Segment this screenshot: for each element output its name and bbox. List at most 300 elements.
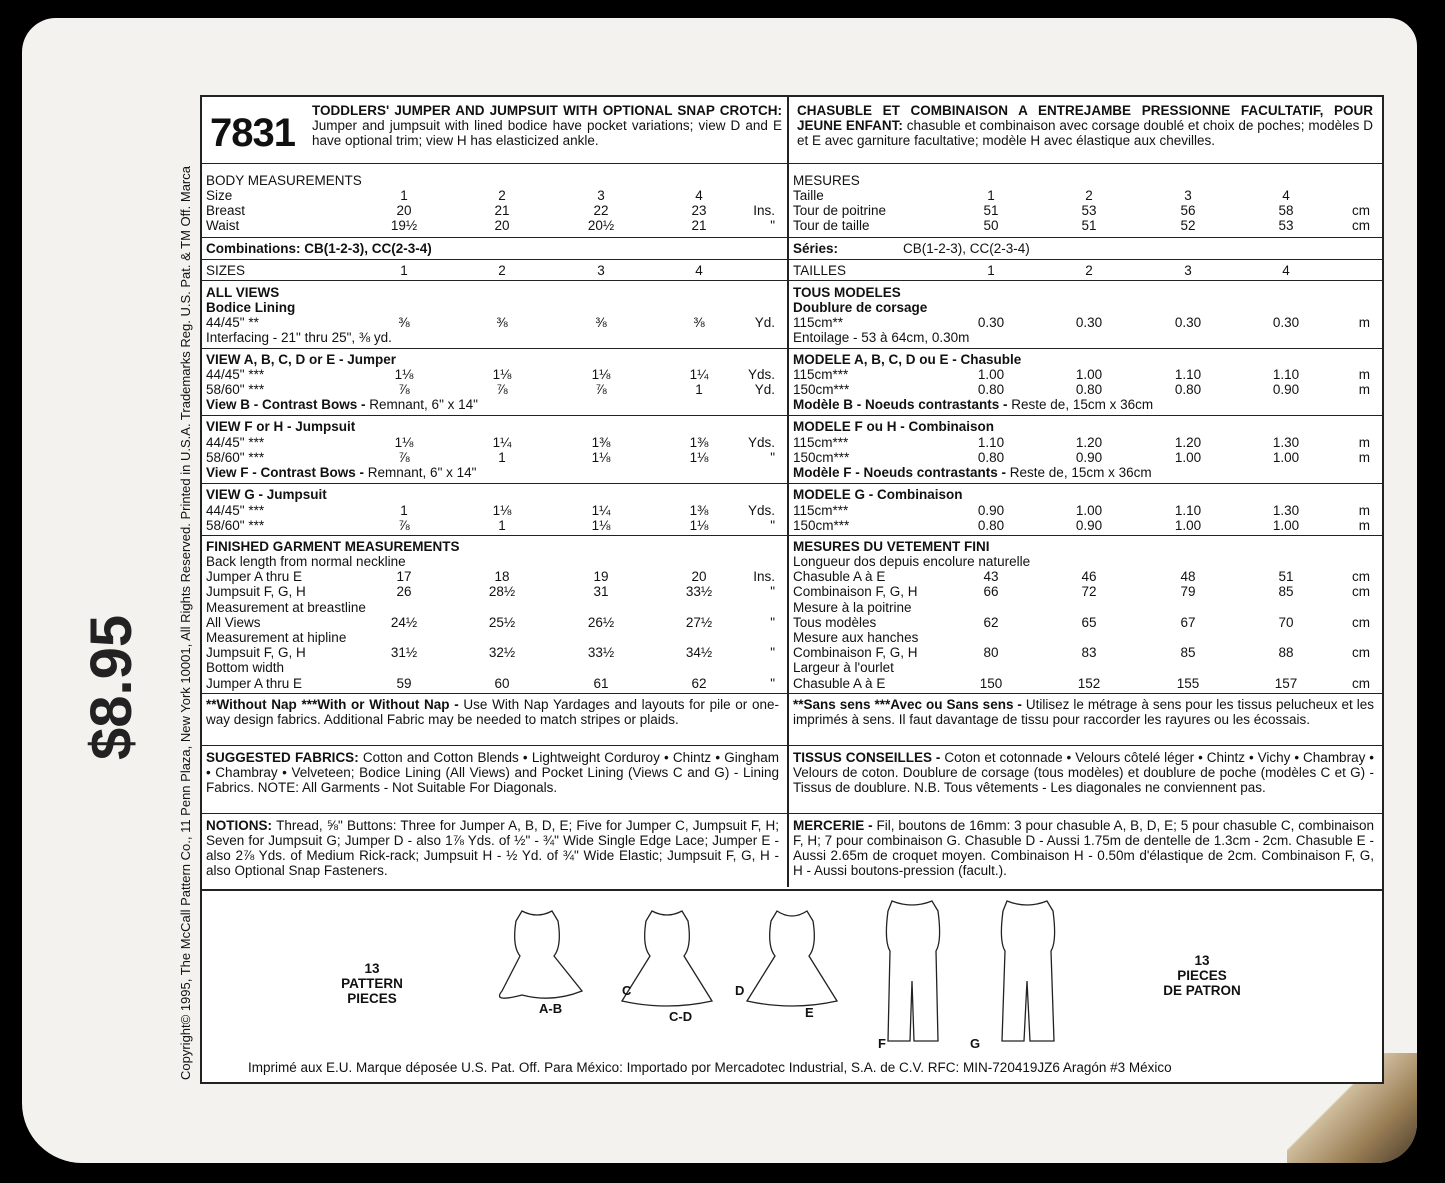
pattern-pieces-fr: 13 PIECES DE PATRON — [1163, 953, 1241, 998]
bold-part: Modèle B - Noeuds contrastants - — [793, 397, 1012, 412]
divider — [789, 813, 1382, 814]
row-value: 2 — [498, 188, 506, 203]
row-label: 58/60" *** — [206, 382, 265, 397]
row-value: 1¼ — [492, 435, 512, 450]
row-unit: Yds. — [747, 435, 775, 450]
row-value: 4 — [695, 188, 703, 203]
view-g-heading: VIEW G - Jumpsuit — [206, 487, 327, 502]
row-unit: m — [1358, 435, 1370, 450]
view-label-ab: A-B — [539, 1001, 563, 1016]
table-row — [206, 554, 783, 569]
pattern-pieces-en: 13 PATTERN PIECES — [341, 961, 403, 1006]
suggested-fabrics — [206, 750, 779, 795]
notions — [793, 818, 1374, 878]
divider — [202, 535, 787, 536]
row-value: 59 — [396, 675, 412, 691]
row-label: Jumper A thru E — [206, 569, 303, 585]
footer-text: Imprimé aux E.U. Marque déposée U.S. Pat. Off. Para México: Importado por Mercadotec Industrial, S.A. de C.V. RFC: MIN-720419JZ6 Aragón #3 México — [248, 1060, 1172, 1075]
table-row — [206, 382, 783, 397]
french-column — [789, 97, 1382, 887]
row-value: 1 — [400, 503, 408, 518]
view-label-e: E — [805, 1005, 814, 1020]
row-value: 1¼ — [689, 367, 709, 382]
row-value: 58 — [1278, 203, 1294, 218]
row-unit: Ins. — [753, 569, 775, 585]
price-text: $8.95 — [79, 614, 144, 760]
row-value: 51 — [1081, 218, 1097, 233]
row-value: 1⅛ — [492, 503, 512, 518]
row-value: 1.10 — [1174, 367, 1202, 382]
row-value: 3 — [597, 188, 605, 203]
combos-value: CB(1-2-3), CC(2-3-4) — [903, 241, 1030, 256]
divider — [202, 163, 787, 164]
table-row — [793, 554, 1378, 569]
view-a-heading: MODELE A, B, C, D ou E - Chasuble — [793, 352, 1022, 367]
row-value: 1⅛ — [394, 367, 414, 382]
table-row — [793, 188, 1378, 203]
table-row — [206, 584, 783, 599]
row-value: ⅜ — [496, 315, 508, 330]
table-row — [206, 676, 783, 691]
row-value: 62 — [691, 675, 707, 691]
table-row — [206, 615, 783, 630]
divider — [202, 237, 787, 238]
bold-part: View F - Contrast Bows - — [206, 465, 368, 480]
row-label: 44/45" *** — [206, 435, 265, 450]
bodice-lining-heading: Bodice Lining — [206, 300, 296, 315]
row-value: ⅞ — [398, 450, 410, 465]
side-copyright: Copyright© 1995, The McCall Pattern Co., 11 Penn Plaza, New York 10001, All Rights Reserved. Printed in U.S.A. Trademarks Reg. U.S. Pat. & TM Off. Marca — [178, 166, 193, 1080]
english-column — [202, 97, 789, 887]
row-value: 0.30 — [1075, 315, 1103, 330]
text-part: Coton et cotonnade • Velours côtelé léger • Chintz • Vichy • Chambray • Velours de coton. Doublure de corsage (tous modèles) et doublure de poche (modèles C et G) - Tissus de doublure. N.B. Tous vêtements - Les diagonales ne conviennent pas. — [793, 750, 1374, 795]
view-label-g: G — [970, 1036, 981, 1051]
table-row — [793, 645, 1378, 660]
row-value: 1 — [498, 450, 506, 465]
row-value: 80 — [983, 645, 999, 661]
row-unit: cm — [1352, 569, 1370, 585]
text-part: Thread, ⅝" Buttons: Three for Jumper A, B, D, E; Five for Jumper C, Jumpsuit F, H; Seven for Jumpsuit G; Jumper D - also 1⅞ Yds. of ½" - ¾" Wide Single Edge Lace; Jumper E - also 2⅞ Yds. of Medium Rick-rack; Jumpsuit H - ½ Yd. of ¾" Wide Elastic; Jumpsuit F, G, H - also Optional Snap Fasteners. — [206, 818, 779, 878]
row-value: 72 — [1081, 584, 1097, 600]
jumper-ab-sketch — [500, 911, 583, 998]
row-value: 24½ — [390, 614, 418, 630]
row-label: Jumpsuit F, G, H — [206, 645, 306, 661]
divider — [789, 280, 1382, 281]
table-row — [206, 203, 783, 218]
row-label: 150cm*** — [793, 382, 850, 397]
row-value: 1 — [498, 518, 506, 533]
row-value: 1⅜ — [689, 503, 709, 518]
pattern-info-sheet — [200, 95, 1384, 1084]
row-value: 1 — [987, 188, 995, 203]
row-value: 1.30 — [1272, 503, 1300, 518]
row-value: 65 — [1081, 614, 1097, 630]
table-row — [206, 218, 783, 233]
row-value: 1.10 — [1174, 503, 1202, 518]
divider — [789, 415, 1382, 416]
table-row — [206, 367, 783, 382]
row-value: ⅜ — [693, 315, 705, 330]
row-value: 85 — [1278, 584, 1294, 600]
row-value: 1.30 — [1272, 435, 1300, 450]
row-label: Tour de taille — [793, 218, 870, 233]
row-value: 1.00 — [1174, 518, 1202, 533]
body-measurements-heading: MESURES — [793, 173, 860, 188]
row-value: 31 — [593, 584, 609, 600]
table-row — [206, 503, 783, 518]
divider — [789, 163, 1382, 164]
row-label: 44/45" ** — [206, 315, 259, 330]
row-value: 1⅛ — [689, 518, 709, 533]
row-unit: " — [770, 450, 775, 465]
french-title: CHASUBLE ET COMBINAISON A ENTREJAMBE PRESSIONNE FACULTATIF, POUR JEUNE ENFANT: chasuble et combinaison avec corsage doublé et choix de poches; modèles D et E avec garniture facultative; modèle H avec élastique aux chevilles. — [797, 103, 1373, 148]
row-label: TAILLES — [793, 263, 847, 278]
finished-measurements-heading: MESURES DU VETEMENT FINI — [793, 539, 990, 554]
row-label: 44/45" *** — [206, 503, 265, 518]
row-value: 1.00 — [1272, 450, 1300, 465]
row-label: Tous modèles — [793, 614, 877, 630]
text-part: Cotton and Cotton Blends • Lightweight Corduroy • Chintz • Gingham • Chambray • Velveteen; Bodice Lining (All Views) and Pocket Lining (Views C and G) - Lining Fabrics. NOTE: All Garments - Not Suitable For Diagonals. — [206, 750, 780, 795]
row-value: 53 — [1278, 218, 1294, 233]
row-unit: Ins. — [753, 203, 775, 218]
row-unit: m — [1358, 382, 1370, 397]
interfacing-text: Entoilage - 53 à 64cm, 0.30m — [793, 330, 970, 345]
row-value: 33½ — [685, 584, 713, 600]
row-value: 155 — [1176, 675, 1200, 691]
row-value: 43 — [983, 569, 999, 585]
row-value: 51 — [1278, 569, 1294, 585]
bold-part: NOTIONS: — [206, 818, 277, 833]
row-value: ⅜ — [398, 315, 410, 330]
row-value: ⅞ — [398, 518, 410, 533]
bold-part: SUGGESTED FABRICS: — [206, 750, 363, 765]
row-value: 0.30 — [977, 315, 1005, 330]
combinations-text — [793, 241, 1378, 256]
row-value: 20 — [691, 569, 707, 585]
row-unit: Yd. — [754, 382, 775, 397]
divider — [789, 483, 1382, 484]
row-value: 0.80 — [1075, 382, 1103, 397]
divider — [202, 745, 787, 746]
table-row — [793, 382, 1378, 397]
row-value: 1.00 — [1075, 367, 1103, 382]
row-value: 0.90 — [1075, 450, 1103, 465]
row-value: 0.80 — [977, 382, 1005, 397]
divider — [789, 535, 1382, 536]
row-value: 32½ — [488, 645, 516, 661]
row-value: 25½ — [488, 614, 516, 630]
row-unit: " — [770, 645, 775, 661]
row-value: 1.00 — [1174, 450, 1202, 465]
row-unit: cm — [1352, 675, 1370, 691]
text-part: Reste de, 15cm x 36cm — [1009, 465, 1152, 480]
row-value: 0.80 — [1174, 382, 1202, 397]
row-unit: cm — [1352, 645, 1370, 661]
row-unit: cm — [1352, 218, 1370, 233]
row-unit: m — [1358, 450, 1370, 465]
row-value: 1 — [695, 382, 703, 397]
view-b-bows — [206, 397, 783, 412]
row-value: 0.90 — [1075, 518, 1103, 533]
row-unit: cm — [1352, 614, 1370, 630]
row-value: 18 — [494, 569, 510, 585]
row-value: 26 — [396, 584, 412, 600]
row-value: 27½ — [685, 614, 713, 630]
garment-sketches — [492, 891, 1192, 1081]
row-unit: Yds. — [747, 503, 775, 518]
table-row — [793, 503, 1378, 518]
divider — [202, 280, 787, 281]
bold-part: View B - Contrast Bows - — [206, 397, 370, 412]
jumper-e-sketch — [747, 911, 837, 1006]
row-value: 1⅛ — [591, 367, 611, 382]
view-label-d: D — [735, 983, 745, 998]
row-label: Jumper A thru E — [206, 675, 303, 691]
table-row — [206, 263, 783, 278]
view-a-heading: VIEW A, B, C, D or E - Jumper — [206, 352, 397, 367]
row-value: 3 — [597, 263, 605, 278]
view-f-bows — [206, 465, 783, 480]
row-value: 19½ — [390, 218, 418, 233]
row-label: 115cm*** — [793, 503, 849, 518]
row-value: 1.00 — [1272, 518, 1300, 533]
bodice-lining-heading: Doublure de corsage — [793, 300, 928, 315]
combinations-text: Combinations: CB(1-2-3), CC(2-3-4) — [206, 241, 432, 256]
row-value: 34½ — [685, 645, 713, 661]
divider — [202, 483, 787, 484]
bold-part: Modèle F - Noeuds contrastants - — [793, 465, 1010, 480]
row-value: 1.10 — [977, 435, 1005, 450]
row-value: 17 — [396, 569, 412, 585]
all-views-heading: TOUS MODELES — [793, 285, 901, 300]
all-views-heading: ALL VIEWS — [206, 285, 280, 300]
text-part: Remnant, 6" x 14" — [367, 465, 477, 480]
bold-part: **Without Nap ***With or Without Nap - — [206, 697, 464, 712]
row-value: 52 — [1180, 218, 1196, 233]
row-value: 1⅛ — [591, 450, 611, 465]
row-value: 0.80 — [977, 450, 1005, 465]
text-part: Utilisez le métrage à sens pour les tissus pelucheux et les imprimés à sens. Il faut davantage de tissu pour raccorder les rayures ou les écossais. — [793, 697, 1374, 727]
row-value: 1⅛ — [492, 367, 512, 382]
view-label-f: F — [878, 1036, 886, 1051]
row-unit: m — [1358, 315, 1370, 330]
row-label: Tour de poitrine — [793, 203, 887, 218]
view-label-cd: C-D — [669, 1009, 693, 1024]
row-value: 66 — [983, 584, 999, 600]
suggested-fabrics — [793, 750, 1374, 795]
row-value: 20 — [494, 218, 510, 233]
table-row — [206, 315, 783, 330]
row-unit: m — [1358, 503, 1370, 518]
table-row — [793, 584, 1378, 599]
row-value: 0.30 — [1272, 315, 1300, 330]
table-row — [793, 435, 1378, 450]
interfacing-text: Interfacing - 21" thru 25", ⅜ yd. — [206, 330, 392, 345]
divider — [202, 693, 787, 694]
row-value: 70 — [1278, 614, 1294, 630]
table-row — [793, 450, 1378, 465]
row-value: 0.90 — [977, 503, 1005, 518]
row-unit: Yd. — [754, 315, 775, 330]
divider — [789, 693, 1382, 694]
row-unit: " — [770, 584, 775, 600]
table-row — [793, 600, 1378, 615]
row-value: 20 — [396, 203, 412, 218]
row-value: 85 — [1180, 645, 1196, 661]
row-label: Measurement at hipline — [206, 630, 347, 645]
text-part: Fil, boutons de 16mm: 3 pour chasuble A, B, D, E; 5 pour chasuble C, combinaison F, H; 7 pour combinaison G. Chasuble D - Aussi 1.75m de dentelle de 1.3cm - 2cm. Chasuble E - Aussi 2.65m de croquet moyen. Combinaison H - 0.50m d'élastique de 2cm. Combinaison F, G, H - Aussi boutons-pression (facult.). — [793, 818, 1374, 878]
nap-note — [793, 697, 1374, 727]
row-value: 33½ — [587, 645, 615, 661]
row-value: 62 — [983, 614, 999, 630]
notions — [206, 818, 779, 878]
text-part: Reste de, 15cm x 36cm — [1011, 397, 1154, 412]
row-value: 60 — [494, 675, 510, 691]
row-value: 2 — [1085, 188, 1093, 203]
row-label: 44/45" *** — [206, 367, 265, 382]
divider — [202, 348, 787, 349]
table-row — [793, 367, 1378, 382]
view-f-heading: VIEW F or H - Jumpsuit — [206, 419, 356, 434]
row-label: Mesure à la poitrine — [793, 599, 912, 615]
row-value: 1⅜ — [689, 435, 709, 450]
table-row — [206, 569, 783, 584]
table-row — [206, 645, 783, 660]
row-value: 50 — [983, 218, 999, 233]
row-value: 0.80 — [977, 518, 1005, 533]
row-unit: cm — [1352, 584, 1370, 600]
row-value: 1⅜ — [591, 435, 611, 450]
row-value: 1 — [400, 263, 408, 278]
english-title: TODDLERS' JUMPER AND JUMPSUIT WITH OPTIONAL SNAP CROTCH: Jumper and jumpsuit with lined bodice have pocket variations; view D and E have optional trim; view H has elasticized ankle. — [312, 103, 782, 148]
row-unit: " — [770, 675, 775, 691]
row-label: Longueur dos depuis encolure naturelle — [793, 554, 1031, 569]
table-row — [793, 630, 1378, 645]
table-row — [206, 435, 783, 450]
view-f-bows — [793, 465, 1378, 480]
divider — [789, 259, 1382, 260]
row-label: All Views — [206, 614, 261, 630]
row-value: 22 — [593, 203, 609, 218]
row-value: 3 — [1184, 188, 1192, 203]
row-unit: " — [770, 518, 775, 533]
view-label-c: C — [622, 983, 632, 998]
row-label: SIZES — [206, 263, 246, 278]
row-value: 1.00 — [1075, 503, 1103, 518]
row-value: 3 — [1184, 263, 1192, 278]
row-label: Size — [206, 188, 233, 203]
row-label: Back length from normal neckline — [206, 554, 406, 569]
row-label: Measurement at breastline — [206, 599, 366, 615]
table-row — [793, 315, 1378, 330]
table-row — [206, 188, 783, 203]
jumpsuit-f-sketch — [886, 901, 939, 1041]
row-label: Taille — [793, 188, 824, 203]
row-label: Largeur à l'ourlet — [793, 660, 894, 676]
row-value: 53 — [1081, 203, 1097, 218]
row-unit: Yds. — [747, 367, 775, 382]
row-label: Combinaison F, G, H — [793, 645, 918, 661]
row-value: 83 — [1081, 645, 1097, 661]
table-row — [206, 518, 783, 533]
row-label: Bottom width — [206, 660, 285, 676]
table-row — [793, 203, 1378, 218]
row-value: 56 — [1180, 203, 1196, 218]
view-f-heading: MODELE F ou H - Combinaison — [793, 419, 994, 434]
table-row — [793, 518, 1378, 533]
row-value: 1.20 — [1075, 435, 1103, 450]
table-row — [206, 660, 783, 675]
bold-part: **Sans sens ***Avec ou Sans sens - — [793, 697, 1026, 712]
divider — [202, 415, 787, 416]
divider — [789, 348, 1382, 349]
row-value: 4 — [695, 263, 703, 278]
jumper-cd-sketch — [622, 911, 712, 1006]
pattern-number: 7831 — [210, 111, 295, 155]
finished-measurements-heading: FINISHED GARMENT MEASUREMENTS — [206, 539, 460, 554]
row-value: ⅞ — [398, 382, 410, 397]
row-unit: " — [770, 218, 775, 233]
row-value: 157 — [1274, 675, 1298, 691]
row-label: Chasuble A à E — [793, 569, 886, 585]
table-row — [793, 218, 1378, 233]
row-value: 28½ — [488, 584, 516, 600]
row-label: 115cm** — [793, 315, 844, 330]
row-value: 48 — [1180, 569, 1196, 585]
row-value: 21 — [691, 218, 707, 233]
row-value: ⅞ — [595, 382, 607, 397]
bold-part: MERCERIE - — [793, 818, 877, 833]
row-label: Jumpsuit F, G, H — [206, 584, 306, 600]
row-value: 0.90 — [1272, 382, 1300, 397]
row-label: Combinaison F, G, H — [793, 584, 918, 600]
text-part: Remnant, 6" x 14" — [369, 397, 478, 412]
row-label: 115cm*** — [793, 367, 849, 382]
row-value: 1.10 — [1272, 367, 1300, 382]
row-value: 19 — [593, 569, 609, 585]
row-value: 2 — [498, 263, 506, 278]
row-value: 23 — [691, 203, 707, 218]
row-value: 26½ — [587, 614, 615, 630]
row-value: 1 — [987, 263, 995, 278]
divider — [789, 237, 1382, 238]
body-measurements-heading: BODY MEASUREMENTS — [206, 173, 362, 188]
row-value: 1⅛ — [394, 435, 414, 450]
jumpsuit-gh-sketch — [1001, 901, 1054, 1041]
row-value: 1 — [400, 188, 408, 203]
row-unit: m — [1358, 367, 1370, 382]
row-value: 1.00 — [977, 367, 1005, 382]
row-label: 58/60" *** — [206, 518, 265, 533]
text-part: Use With Nap Yardages and layouts for pile or one-way design fabrics. Additional Fabric may be needed to match stripes or plaids. — [206, 697, 779, 727]
divider — [202, 259, 787, 260]
table-row — [793, 660, 1378, 675]
row-unit: m — [1358, 518, 1370, 533]
row-label: 150cm*** — [793, 450, 850, 465]
row-value: 152 — [1077, 675, 1101, 691]
row-value: 2 — [1085, 263, 1093, 278]
table-row — [793, 263, 1378, 278]
views-band — [202, 889, 1382, 1081]
view-g-heading: MODELE G - Combinaison — [793, 487, 963, 502]
row-value: 20½ — [587, 218, 615, 233]
row-unit: cm — [1352, 203, 1370, 218]
row-value: 1⅛ — [591, 518, 611, 533]
row-label: Breast — [206, 203, 246, 218]
row-value: 61 — [593, 675, 609, 691]
row-label: 150cm*** — [793, 518, 850, 533]
row-value: 51 — [983, 203, 999, 218]
